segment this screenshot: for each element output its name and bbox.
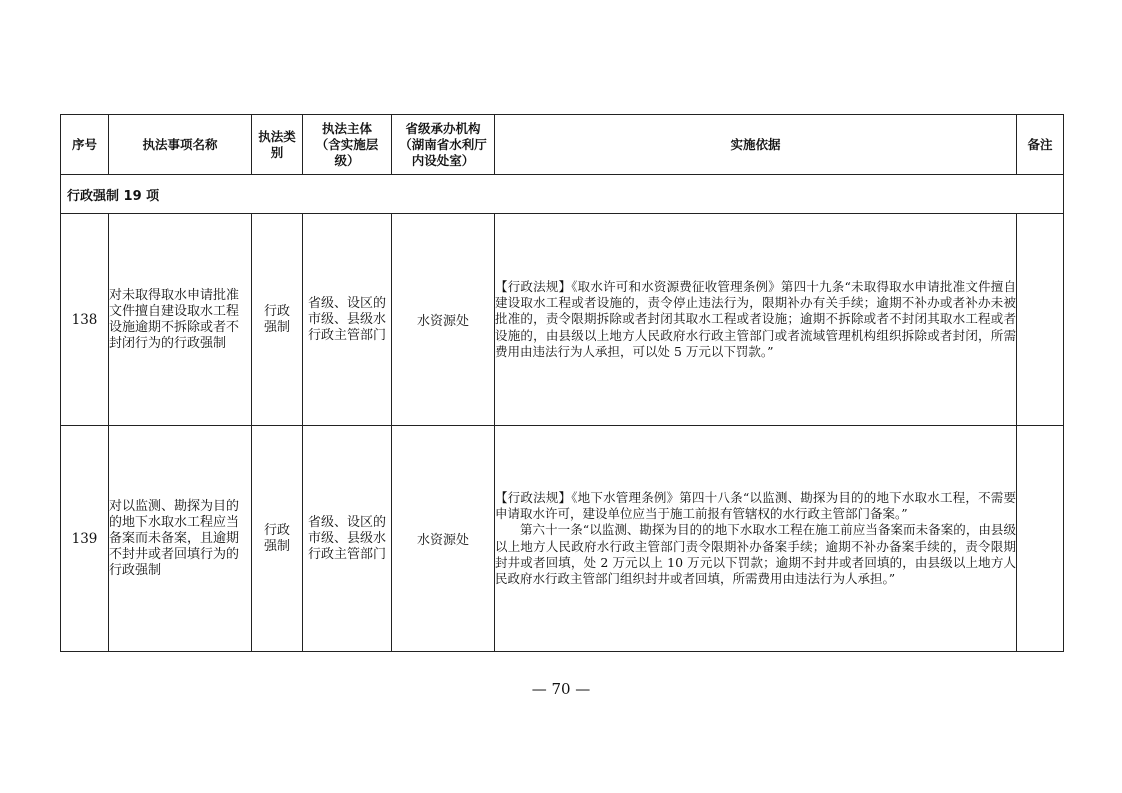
row-subject: 省级、设区的市级、县级水行政主管部门 — [303, 214, 392, 426]
row-remarks — [1017, 214, 1064, 426]
table-row — [61, 426, 1064, 652]
row-seq: 138 — [61, 214, 109, 426]
header-category: 执法类别 — [252, 115, 303, 175]
basis-paragraph: 【行政法规】《取水许可和水资源费征收管理条例》第四十九条“未取得取水申请批准文件擅自建设取水工程或者设施的，责令停止违法行为，限期补办有关手续；逾期不补办或者补办未被批准的，责令限期拆除或者封闭其取水工程或者设施；逾期不拆除或者不封闭其取水工程或者设施的，由县级以上地方人民政府水行政主管部门或者流域管理机构组织拆除或者封闭，所需费用由违法行为人承担，可以处 5 万元以下罚款。” — [495, 278, 1016, 359]
row-category: 行政强制 — [252, 214, 303, 426]
basis-paragraph: 【行政法规】《地下水管理条例》第四十八条“以监测、勘探为目的的地下水取水工程，不需要申请取水许可，建设单位应当于施工前报有管辖权的水行政主管部门备案。” — [495, 489, 1016, 521]
basis-paragraph: 第六十一条“以监测、勘探为目的的地下水取水工程在施工前应当备案而未备案的，由县级以上地方人民政府水行政主管部门责令限期补办备案手续；逾期不补办备案手续的，责令限期封井或者回填，处 2 万元以上 10 万元以下罚款；逾期不封井或者回填的，由县级以上地方人民政府水行政主管部门组织封井或者回填，所需费用由违法行为人承担。” — [495, 522, 1016, 587]
row-org: 水资源处 — [392, 214, 495, 426]
header-basis: 实施依据 — [495, 115, 1017, 175]
row-category: 行政强制 — [252, 426, 303, 652]
row-remarks — [1017, 426, 1064, 652]
row-basis — [495, 426, 1017, 652]
header-row — [61, 115, 1064, 175]
row-subject: 省级、设区的市级、县级水行政主管部门 — [303, 426, 392, 652]
enforcement-table — [60, 114, 1064, 652]
row-seq: 139 — [61, 426, 109, 652]
row-name: 对以监测、勘探为目的的地下水取水工程应当备案而未备案，且逾期不封井或者回填行为的行政强制 — [109, 426, 252, 652]
header-seq: 序号 — [61, 115, 109, 175]
page-number: — 70 — — [531, 680, 591, 698]
section-title: 行政强制 19 项 — [61, 175, 1064, 214]
header-remarks: 备注 — [1017, 115, 1064, 175]
header-subject: 执法主体（含实施层级） — [303, 115, 392, 175]
header-org: 省级承办机构（湖南省水利厅内设处室） — [392, 115, 495, 175]
section-row — [61, 175, 1064, 214]
row-basis — [495, 214, 1017, 426]
header-name: 执法事项名称 — [109, 115, 252, 175]
row-name: 对未取得取水申请批准文件擅自建设取水工程设施逾期不拆除或者不封闭行为的行政强制 — [109, 214, 252, 426]
row-org: 水资源处 — [392, 426, 495, 652]
table-row — [61, 214, 1064, 426]
